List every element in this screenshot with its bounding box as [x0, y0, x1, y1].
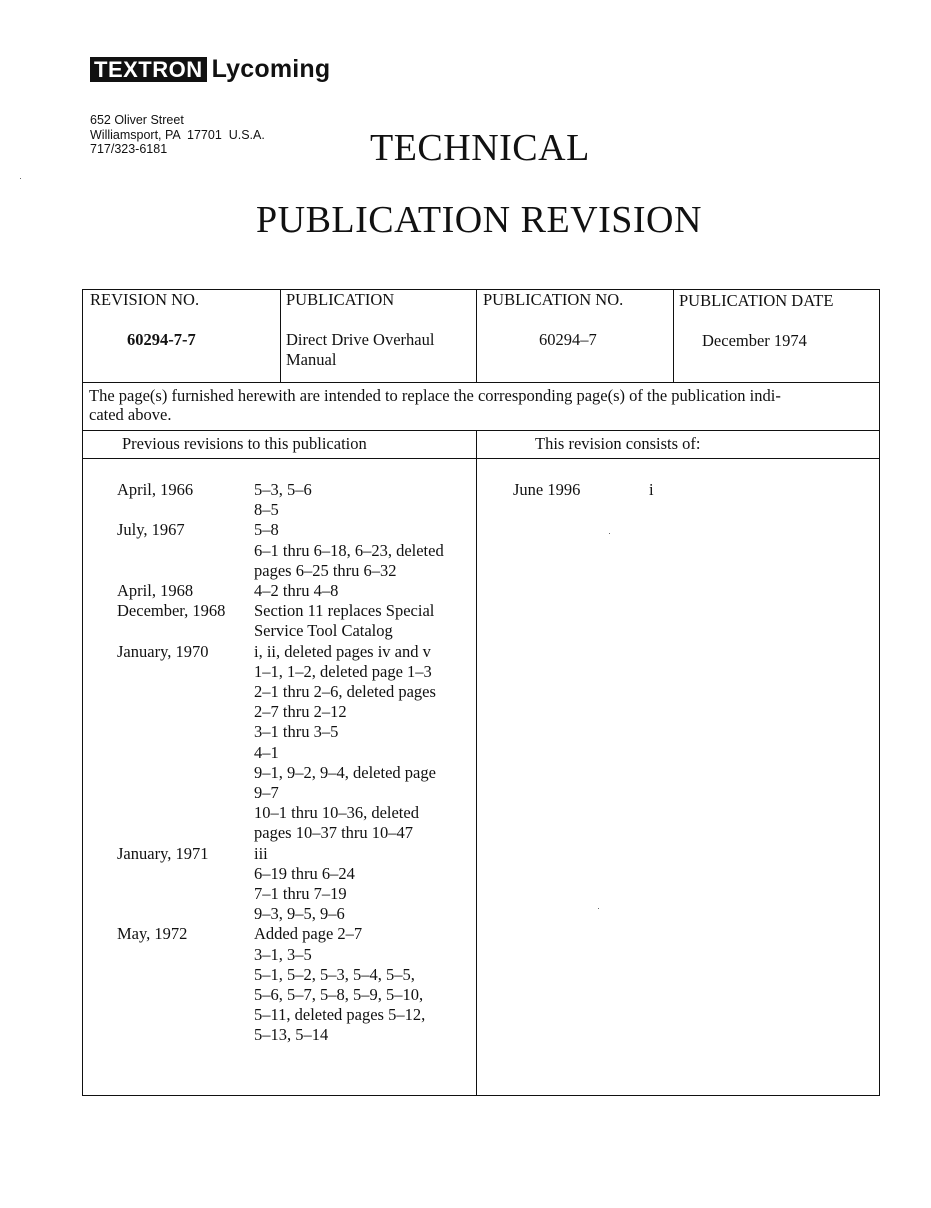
- revision-page-line: 3–1 thru 3–5: [254, 722, 339, 742]
- revision-page-line: 9–3, 9–5, 9–6: [254, 904, 345, 924]
- revision-date: April, 1968: [117, 581, 194, 601]
- current-revision-pages: i: [649, 480, 654, 499]
- revision-page-line: 5–6, 5–7, 5–8, 5–9, 5–10,: [254, 985, 424, 1005]
- revision-no-value: 60294-7-7: [127, 330, 196, 349]
- revision-page-line: 5–3, 5–6: [254, 480, 312, 499]
- revision-page-line: pages 10–37 thru 10–47: [254, 823, 414, 843]
- revision-pages: [254, 601, 434, 641]
- revision-page-line: 3–1, 3–5: [254, 944, 312, 964]
- column-divider: [476, 430, 477, 1095]
- publication-value-line2: Manual: [286, 350, 337, 369]
- revision-date: July, 1967: [117, 520, 185, 540]
- revision-pages: [254, 642, 436, 844]
- revision-entry: [117, 924, 444, 1045]
- column-divider: [280, 290, 281, 382]
- revision-page-line: 5–1, 5–2, 5–3, 5–4, 5–5,: [254, 964, 415, 984]
- revision-page-line: 7–1 thru 7–19: [254, 884, 347, 904]
- current-revision-date: June 1996: [513, 480, 581, 499]
- publication-date-value: December 1974: [702, 331, 807, 350]
- publication-value-line1: Direct Drive Overhaul: [286, 330, 435, 349]
- row-divider: [83, 382, 879, 383]
- previous-revisions-header: Previous revisions to this publication: [122, 434, 367, 453]
- notice-line2: cated above.: [89, 405, 172, 424]
- revision-pages: [254, 480, 312, 520]
- revision-page-line: i, ii, deleted pages iv and v: [254, 641, 431, 661]
- column-divider: [673, 290, 674, 382]
- publication-date-label: PUBLICATION DATE: [679, 291, 834, 310]
- publication-value: [286, 330, 434, 370]
- publication-no-label: PUBLICATION NO.: [483, 290, 624, 309]
- document-title-line2: PUBLICATION REVISION: [256, 199, 702, 241]
- revision-date: December, 1968: [117, 601, 226, 621]
- publication-label: PUBLICATION: [286, 290, 395, 309]
- revision-entry: [117, 642, 444, 844]
- notice-line1: The page(s) furnished herewith are intended to replace the corresponding page(s) of the publication indi-: [89, 386, 781, 405]
- address-street: 652 Oliver Street: [90, 113, 184, 127]
- revision-pages: [254, 581, 338, 601]
- scan-speck: [609, 533, 610, 534]
- row-divider: [83, 430, 879, 431]
- revision-entry: [117, 520, 444, 581]
- revision-table: [82, 289, 880, 1096]
- address-phone: 717/323-6181: [90, 142, 168, 156]
- previous-revisions-list: [117, 480, 444, 1046]
- revision-date: January, 1970: [117, 641, 209, 661]
- revision-page-line: Section 11 replaces Special: [254, 601, 435, 621]
- revision-page-line: 2–7 thru 2–12: [254, 702, 347, 722]
- revision-page-line: iii: [254, 843, 268, 863]
- address-city: Williamsport, PA 17701 U.S.A.: [90, 127, 265, 142]
- row-divider: [83, 458, 879, 459]
- current-revision-entry: [513, 480, 654, 500]
- revision-pages: [254, 924, 425, 1045]
- revision-page-line: 5–8: [254, 520, 279, 540]
- current-revision-header: This revision consists of:: [535, 434, 701, 453]
- revision-entry: [117, 480, 444, 520]
- document-title-line1: TECHNICAL: [370, 127, 590, 169]
- revision-page-line: 9–1, 9–2, 9–4, deleted page: [254, 762, 436, 782]
- revision-entry: [117, 844, 444, 925]
- publication-no-value: 60294–7: [539, 330, 597, 349]
- revision-date: May, 1972: [117, 924, 188, 944]
- revision-page-line: Service Tool Catalog: [254, 621, 393, 641]
- revision-page-line: 1–1, 1–2, deleted page 1–3: [254, 661, 432, 681]
- revision-page-line: Added page 2–7: [254, 924, 363, 944]
- revision-page-line: 6–1 thru 6–18, 6–23, deleted: [254, 540, 444, 560]
- revision-date: April, 1966: [117, 480, 194, 499]
- scan-speck: [20, 178, 21, 179]
- revision-pages: [254, 520, 444, 581]
- company-logo: [90, 56, 330, 82]
- column-divider: [476, 290, 477, 382]
- logo-brand-box: TEXTRON: [90, 57, 207, 82]
- revision-page-line: 4–1: [254, 742, 279, 762]
- company-address: [90, 113, 265, 157]
- revision-pages: [254, 844, 355, 925]
- revision-entry: [117, 581, 444, 601]
- revision-page-line: 5–11, deleted pages 5–12,: [254, 1005, 426, 1025]
- revision-page-line: 6–19 thru 6–24: [254, 863, 355, 883]
- revision-date: January, 1971: [117, 843, 209, 863]
- revision-page-line: 5–13, 5–14: [254, 1025, 329, 1045]
- replacement-notice: [89, 386, 869, 424]
- revision-page-line: 2–1 thru 2–6, deleted pages: [254, 682, 436, 702]
- logo-brand-name: Lycoming: [211, 55, 331, 83]
- revision-page-line: 9–7: [254, 783, 279, 803]
- revision-no-label: REVISION NO.: [90, 290, 200, 309]
- scan-speck: [598, 908, 599, 909]
- revision-entry: [117, 601, 444, 641]
- revision-page-line: pages 6–25 thru 6–32: [254, 560, 397, 580]
- revision-page-line: 8–5: [254, 500, 279, 520]
- revision-page-line: 10–1 thru 10–36, deleted: [254, 803, 419, 823]
- revision-page-line: 4–2 thru 4–8: [254, 581, 339, 601]
